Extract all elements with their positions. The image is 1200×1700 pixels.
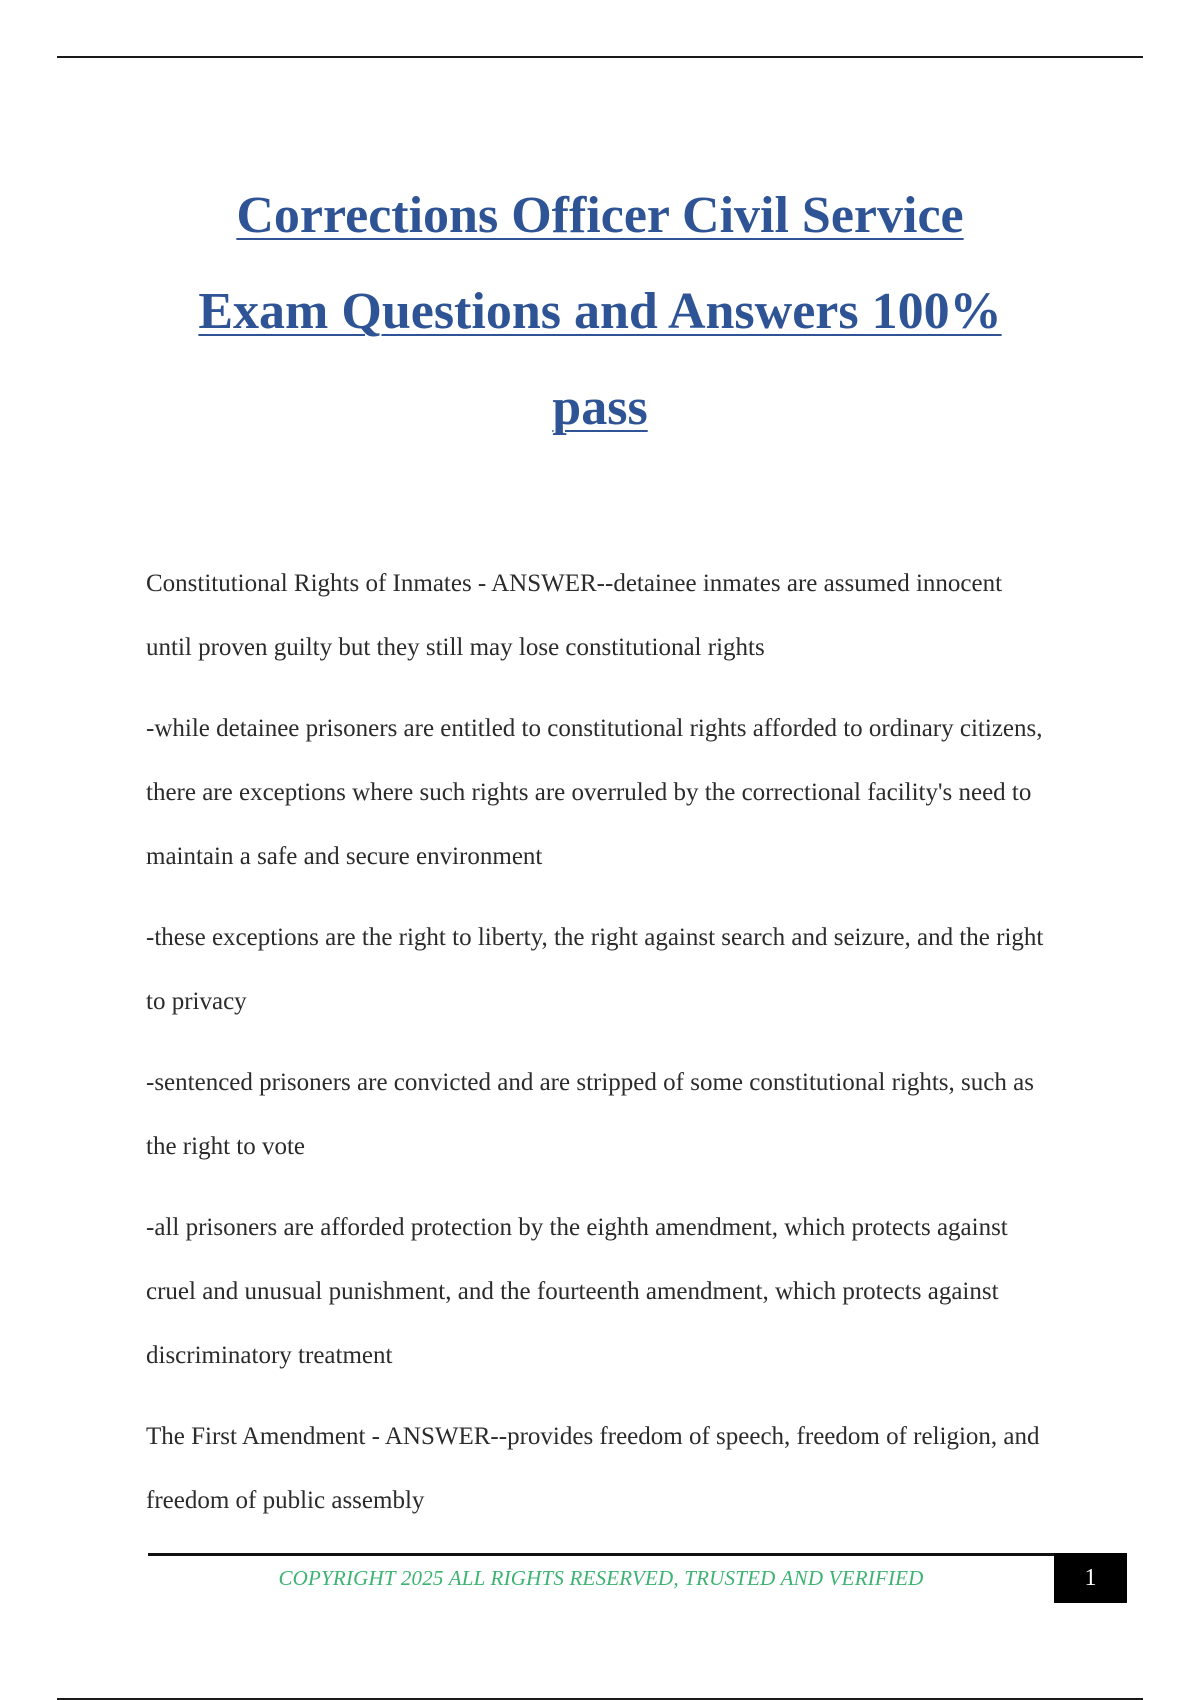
paragraph-inmate-rights: Constitutional Rights of Inmates - ANSWER--detainee inmates are assumed innocent until proven guilty but they still may lose constitutional rights (146, 570, 1003, 661)
paragraph-amendment-protection: -all prisoners are afforded protection by the eighth amendment, which protects against cruel and unusual punishment, and the fourteenth amendment, which protects against discriminatory treatment (146, 1214, 1008, 1369)
paragraph-exceptions-list: -these exceptions are the right to liberty, the right against search and seizure, and the right to privacy (146, 924, 1044, 1015)
document-body (146, 552, 1046, 1550)
paragraph-detainee-exceptions: -while detainee prisoners are entitled to constitutional rights afforded to ordinary citizens, there are exceptions where such rights are overruled by the correctional facility's need to maintain a safe and secure environment (146, 715, 1043, 870)
title-line-3: pass (552, 379, 648, 436)
paragraph-sentenced-prisoners: -sentenced prisoners are convicted and are stripped of some constitutional rights, such as the right to vote (146, 1069, 1034, 1160)
title-line-1: Corrections Officer Civil Service (236, 187, 964, 244)
top-divider (57, 56, 1143, 58)
footer-divider (148, 1553, 1054, 1556)
document-title (130, 168, 1070, 456)
footer-copyright: COPYRIGHT 2025 ALL RIGHTS RESERVED, TRUSTED AND VERIFIED (278, 1566, 924, 1590)
page-number-badge: 1 (1054, 1553, 1127, 1603)
title-line-2: Exam Questions and Answers 100% (198, 283, 1002, 340)
paragraph-first-amendment: The First Amendment - ANSWER--provides freedom of speech, freedom of religion, and freedom of public assembly (146, 1423, 1040, 1514)
